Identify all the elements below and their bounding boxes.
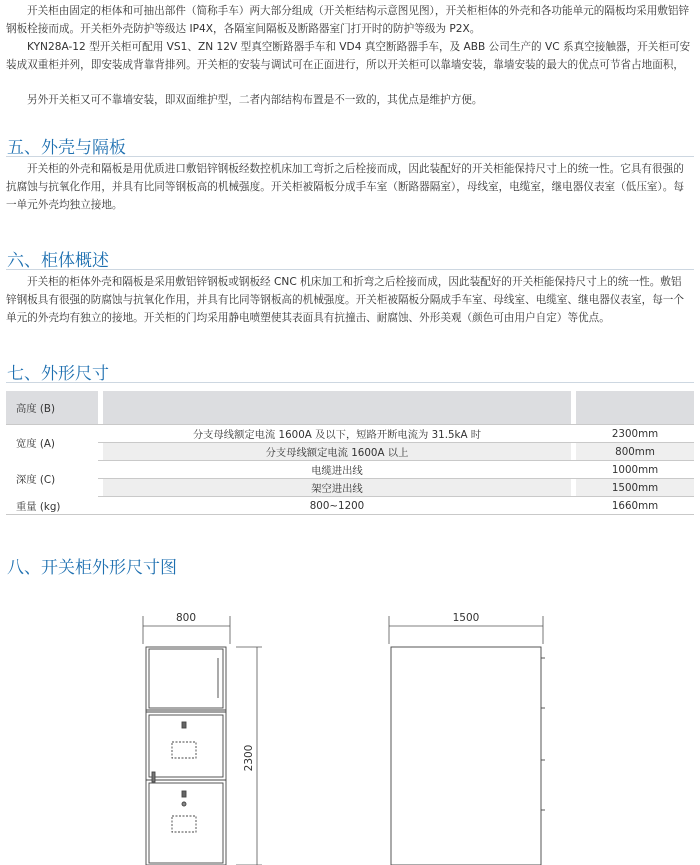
indicator-light <box>182 791 186 797</box>
dimensions-table <box>6 391 694 515</box>
weight-label: 重量 (kg) <box>6 497 98 515</box>
table-row <box>6 461 694 479</box>
depth-row1-desc: 电缆进出线 <box>103 461 571 479</box>
depth-row1-value: 1000mm <box>576 461 694 479</box>
section-6-body: 开关柜的柜体外壳和隔板是采用敷铝锌钢板或钢板经 CNC 机床加工和折弯之后栓接而成，因此装配好的开关柜能保持尺寸上的统一性。敷铝锌钢板具有很强的防腐蚀与抗氧化作用，并具有比同等钢板高的机械强度。开关柜被隔板分隔成手车室、母线室、电缆室、继电器仪表室，每一个单元的外壳均有独立的接地。开关柜的门均采用静电喷塑使其表面具有抗撞击、耐腐蚀、外形美观（颜色可由用户自定）等优点。 <box>6 276 684 324</box>
table-row <box>6 479 694 497</box>
section-6-title: 六、柜体概述 <box>7 251 109 271</box>
side-outline <box>391 647 541 865</box>
section-8-title: 八、开关柜外形尺寸图 <box>7 558 177 578</box>
indicator-light <box>182 722 186 728</box>
intro-paragraph-2: KYN28A-12 型开关柜可配用 VS1、ZN 12V 型真空断路器手车和 VD4 真空断路器手车，及 ABB 公司生产的 VC 系真空接触器，开关柜可安装成双重柜并列，即安装成背靠背排列。开关柜的安装与调试可在正面进行，所以开关柜可以靠墙安装，靠墙安装的最大的优点可节省占地面积， <box>6 41 691 71</box>
section-7-title: 七、外形尺寸 <box>7 364 109 384</box>
side-view-cabinet <box>391 647 545 865</box>
intro-paragraph-1: 开关柜由固定的柜体和可抽出部件（简称手车）两大部分组成（开关柜结构示意图见图），开关柜柜体的外壳和各功能单元的隔板均采用敷铝锌钢板栓接而成。开关柜外壳防护等级达 IP4X，各隔室间隔板及断路器室门打开时的防护等级为 P2X。 <box>6 5 690 35</box>
table-row <box>6 443 694 461</box>
width-label: 宽度 (A) <box>6 425 98 461</box>
width-row1-desc: 分支母线额定电流 1600A 及以下，短路开断电流为 31.5kA 时 <box>103 425 571 443</box>
height-label: 2300 <box>243 744 255 772</box>
width-row1-value: 2300mm <box>576 425 694 443</box>
depth-row2-value: 1500mm <box>576 479 694 497</box>
height-desc <box>103 391 571 425</box>
section-5-body: 开关柜的外壳和隔板是用优质进口敷铝锌钢板经数控机床加工弯折之后栓接而成，因此装配好的开关柜能保持尺寸上的统一性。它具有很强的抗腐蚀与抗氧化作用，并具有比同等钢板高的机械强度。开关柜被隔板分成手车室（断路器隔室），母线室，电缆室，继电器仪表室（低压室）。每一单元外壳均独立接地。 <box>6 163 684 211</box>
side-depth-label: 1500 <box>452 612 480 624</box>
section-5-divider <box>6 156 694 157</box>
weight-desc: 800~1200 <box>103 497 571 515</box>
door-handle <box>152 772 155 782</box>
front-view-cabinet <box>146 647 226 865</box>
intro-paragraph-3: 另外开关柜又可不靠墙安装，即双面维护型，二者内部结构布置是不一致的，其优点是维护方便。 <box>27 94 483 106</box>
table-row <box>6 425 694 443</box>
front-width-label: 800 <box>175 612 197 624</box>
cabinet-dimension-drawing <box>0 600 700 865</box>
width-row2-value: 800mm <box>576 443 694 461</box>
operating-hole <box>182 802 186 806</box>
section-5-title: 五、外壳与隔板 <box>7 138 126 158</box>
depth-row2-desc: 架空进出线 <box>103 479 571 497</box>
section-6-divider <box>6 269 694 270</box>
height-label: 高度 (B) <box>6 391 98 425</box>
weight-value: 1660mm <box>576 497 694 515</box>
table-row <box>6 497 694 515</box>
width-row2-desc: 分支母线额定电流 1600A 以上 <box>103 443 571 461</box>
depth-label: 深度 (C) <box>6 461 98 497</box>
height-value <box>576 391 694 425</box>
table-row <box>6 391 694 425</box>
section-7-divider <box>6 382 694 383</box>
